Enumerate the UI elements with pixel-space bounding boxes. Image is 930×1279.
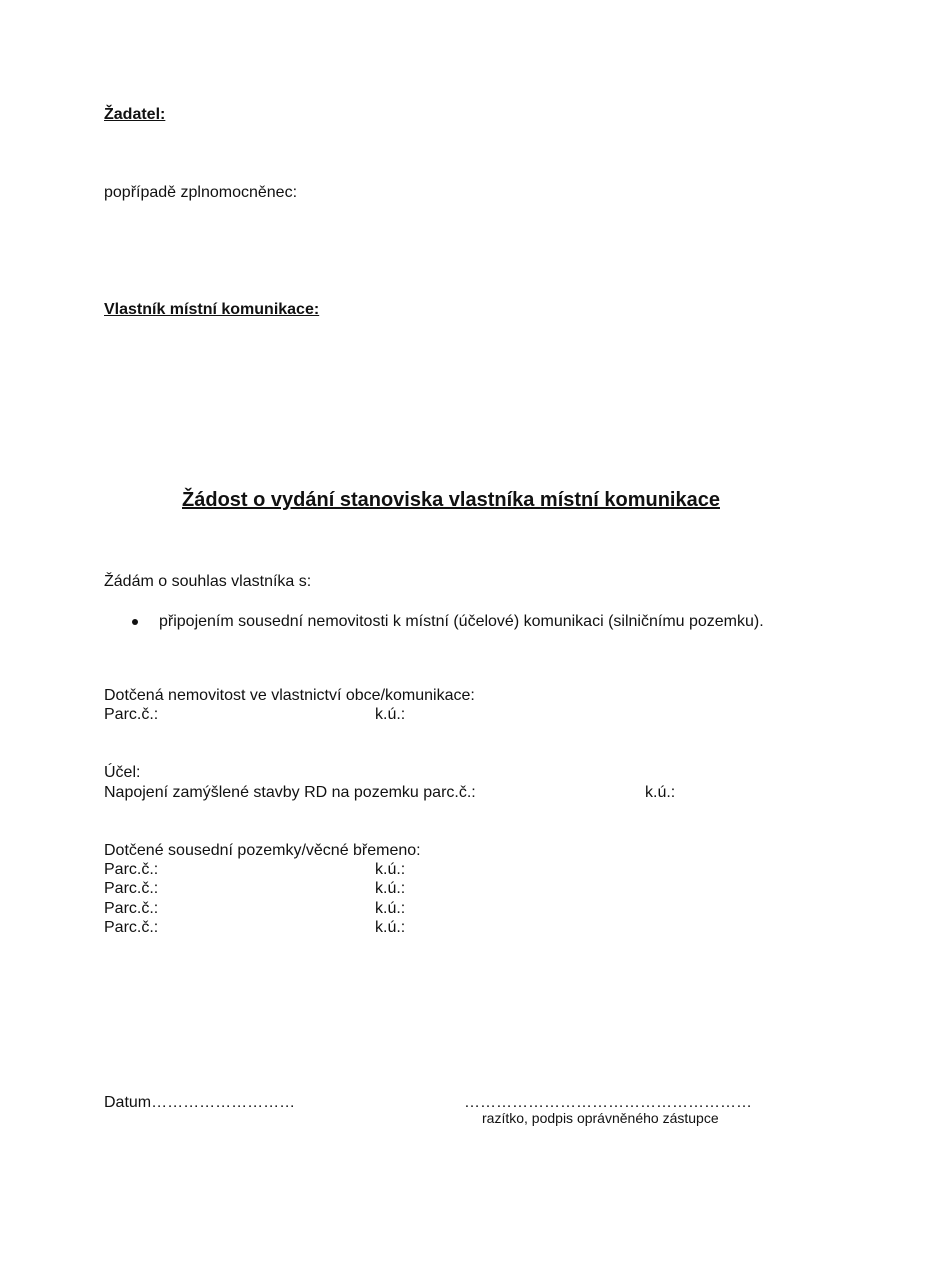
signature-line: ……………………………………………… — [464, 1094, 752, 1111]
neighbor-cadastral-label: k.ú.: — [375, 900, 406, 917]
purpose-cadastral-label: k.ú.: — [645, 784, 676, 801]
proxy-label: popřípadě zplnomocněnec: — [104, 184, 298, 201]
affected-cadastral-label: k.ú.: — [375, 706, 406, 723]
neighbor-cadastral-label: k.ú.: — [375, 880, 406, 897]
affected-parcel-label: Parc.č.: — [104, 706, 159, 723]
document-title: Žádost o vydání stanoviska vlastníka místní komunikace — [182, 489, 720, 511]
neighbor-cadastral-label: k.ú.: — [375, 861, 406, 878]
affected-property-heading: Dotčená nemovitost ve vlastnictví obce/komunikace: — [104, 687, 475, 704]
neighbor-parcel-label: Parc.č.: — [104, 919, 159, 936]
date-label: Datum……………………… — [104, 1094, 296, 1111]
neighbor-parcel-label: Parc.č.: — [104, 900, 159, 917]
neighbor-parcel-label: Parc.č.: — [104, 880, 159, 897]
neighbor-parcel-label: Parc.č.: — [104, 861, 159, 878]
neighbor-cadastral-label: k.ú.: — [375, 919, 406, 936]
bullet-icon — [132, 619, 138, 625]
request-bullet-item: připojením sousední nemovitosti k místní (účelové) komunikaci (silničnímu pozemku). — [159, 613, 764, 630]
purpose-heading: Účel: — [104, 764, 141, 781]
applicant-label: Žadatel: — [104, 106, 166, 123]
owner-label: Vlastník místní komunikace: — [104, 301, 320, 318]
purpose-text: Napojení zamýšlené stavby RD na pozemku parc.č.: — [104, 784, 476, 801]
request-intro: Žádám o souhlas vlastníka s: — [104, 573, 312, 590]
signature-caption: razítko, podpis oprávněného zástupce — [482, 1110, 719, 1126]
neighbor-parcels-heading: Dotčené sousední pozemky/věcné břemeno: — [104, 842, 421, 859]
